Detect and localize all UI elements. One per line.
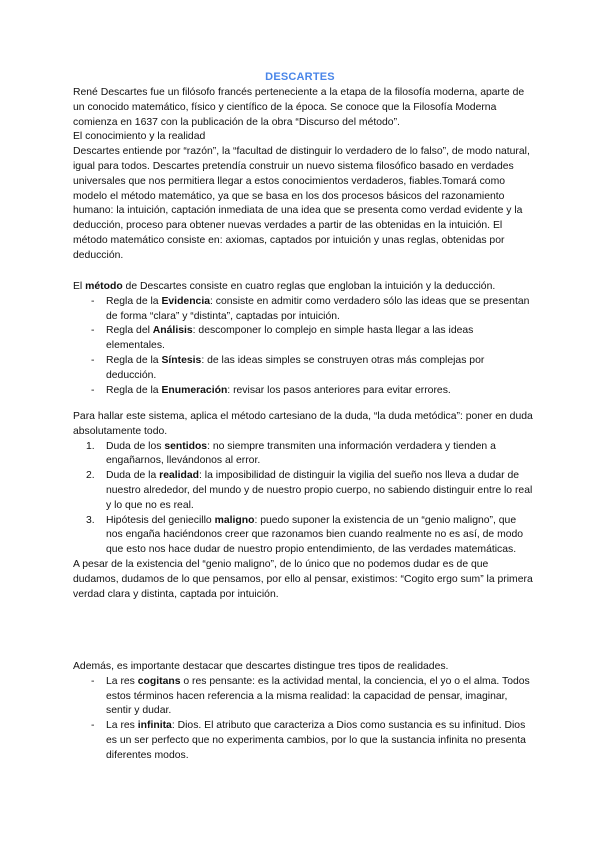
list-item: - Regla del Análisis: descomponer lo complejo en simple hasta llegar a las ideas elementales. [73,324,533,354]
reason-paragraph: Descartes entiende por “razón”, la “facultad de distinguir lo verdadero de lo falso”, de modo natural, igual para todos. Descartes pretendía construir un nuevo sistema filosófico basado en verdades universales que nos permitiera llegar a estos conocimientos verdaderos, fiables.Tomará como modelo el método matemático, ya que se basa en los dos procesos básicos del razonamiento humano: la intuición, captación inmediata de una idea que se presenta como verdad evidente y la deducción, proceso para obtener nuevas verdades a partir de las obtenidas en la intuición. El método matemático consiste en: axiomas, captados por intuición y unas reglas, obtenidas por deducción. [73,146,530,261]
method-intro: El método de Descartes consiste en cuatro reglas que engloban la intuición y la deducción. [73,281,496,292]
doubt-intro: Para hallar este sistema, aplica el método cartesiano de la duda, “la duda metódica”: poner en duda absolutamente todo. [73,411,533,437]
document-title: DESCARTES [265,71,335,83]
realities-list [73,675,533,764]
realities-intro: Además, es importante destacar que descartes distingue tres tipos de realidades. [73,661,449,672]
intro-section [73,86,533,264]
list-item: - Regla de la Enumeración: revisar los pasos anteriores para evitar errores. [73,384,533,399]
method-section [73,280,533,398]
intro-paragraph: René Descartes fue un filósofo francés perteneciente a la etapa de la filosofía moderna, aparte de un conocido matemático, físico y científico de la época. Se conoce que la Filosofía Moderna comienza en 1637 con la publicación de la obra “Discurso del método”. [73,87,525,128]
list-item: - Regla de la Evidencia: consiste en admitir como verdadero sólo las ideas que se presentan de forma “clara” y “distinta”, captadas por intuición. [73,295,533,325]
list-item: 2. Duda de la realidad: la imposibilidad de distinguir la vigilia del sueño nos lleva a dudar de nuestro alrededor, del mundo y de nuestro propio cuerpo, no sabiendo distinguir entre lo real y lo que no es real. [86,470,533,511]
realities-section [73,660,533,764]
doubt-section [73,410,533,602]
section-heading: El conocimiento y la realidad [73,131,206,143]
list-item: 1. Duda de los sentidos: no siempre transmiten una información verdadera y tienden a engañarnos, llevándonos al error. [86,440,496,467]
cogito-paragraph: A pesar de la existencia del “genio maligno”, de lo único que no podemos dudar es de que dudamos, dudamos de lo que pensamos, por ello al pensar, existimos: “Cogito ergo sum” la primera verdad clara y distinta, captada por intuición. [73,558,533,600]
rules-list [73,295,533,399]
list-item: - Regla de la Síntesis: de las ideas simples se construyen otras más complejas por deducción. [73,354,533,384]
doubt-list [73,440,533,558]
list-item: 3. Hipótesis del geniecillo maligno: puedo suponer la existencia de un “genio maligno”, que nos engaña haciéndonos creer que razonamos bien cuando realmente no es así, de modo que esto nos hace dudar de nuestro propio entendimiento, de las verdades matemáticas. [86,514,524,556]
list-item: - La res cogitans o res pensante: es la actividad mental, la conciencia, el yo o el alma. Todos estos términos hacen referencia a la misma realidad: la capacidad de pensar, imaginar, sentir y dudar. [73,675,533,719]
list-item: - La res infinita: Dios. El atributo que caracteriza a Dios como sustancia es su infinitud. Dios es un ser perfecto que no experimenta cambios, por lo que la sustancia infinita no presenta diferentes modos. [73,719,533,763]
